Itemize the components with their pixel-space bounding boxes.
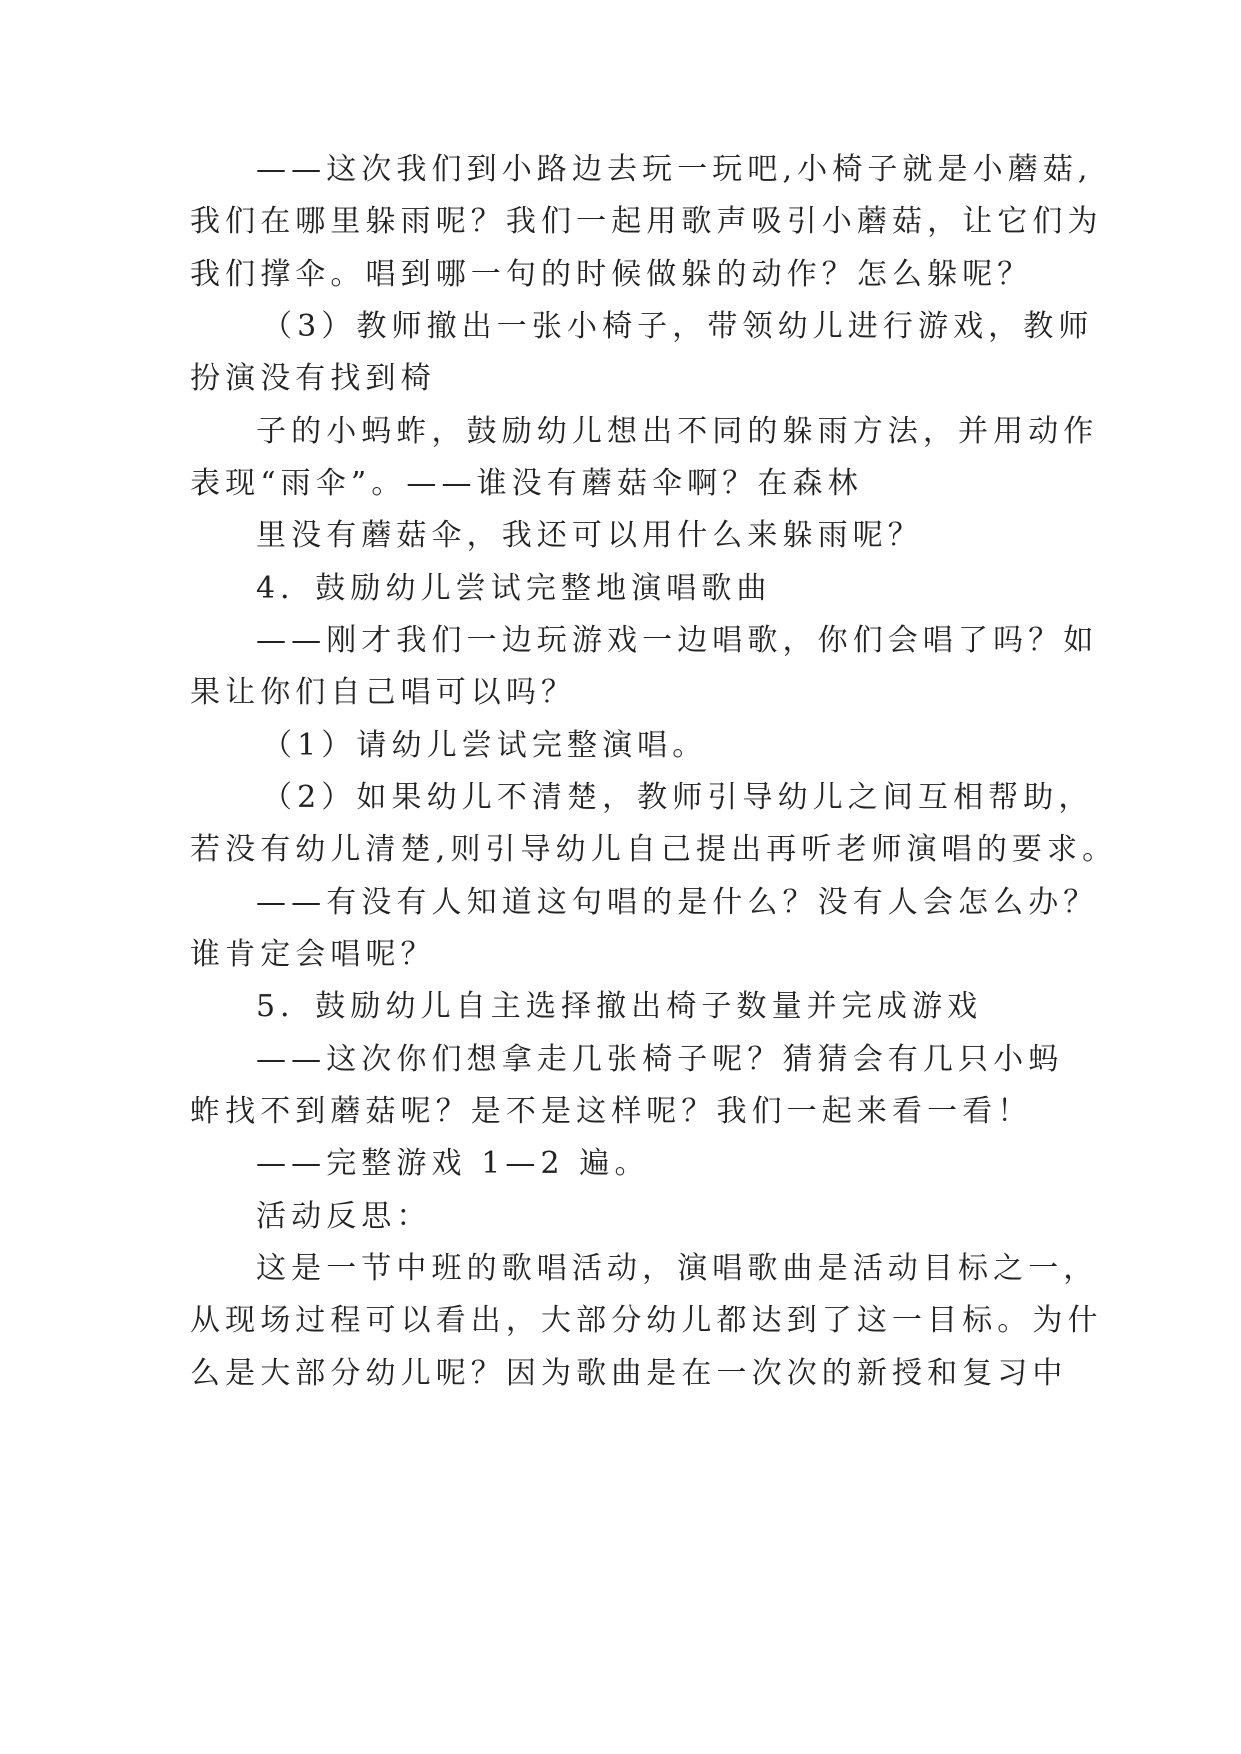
text-line-11: 果让你们自己唱可以吗？ <box>190 675 577 710</box>
text-line-24: 么是大部分幼儿呢？因为歌曲是在一次次的新授和复习中 <box>190 1356 1068 1391</box>
text-line-16: 谁肯定会唱呢？ <box>190 937 436 972</box>
text-line-4: （3）教师撤出一张小椅子，带领幼儿进行游戏，教师 <box>262 309 1094 344</box>
text-line-6: 子的小蚂蚱，鼓励幼儿想出不同的躲雨方法，并用动作 <box>256 414 1099 449</box>
text-line-14: 若没有幼儿清楚,则引导幼儿自己提出再听老师演唱的要求。 <box>190 832 1118 867</box>
text-line-8: 里没有蘑菇伞，我还可以用什么来躲雨呢？ <box>256 518 923 553</box>
reflection-heading: 活动反思： <box>256 1199 432 1234</box>
section-heading-4: 4．鼓励幼儿尝试完整地演唱歌曲 <box>256 571 772 606</box>
text-line-1: ——这次我们到小路边去玩一玩吧,小椅子就是小蘑菇, <box>256 152 1093 187</box>
text-line-18: ——这次你们想拿走几张椅子呢？猜猜会有几只小蚂 <box>256 1042 1064 1077</box>
text-line-7: 表现“雨伞”。——谁没有蘑菇伞啊？在森林 <box>190 466 863 501</box>
text-line-13: （2）如果幼儿不清楚，教师引导幼儿之间互相帮助， <box>262 780 1094 815</box>
text-line-19: 蚱找不到蘑菇呢？是不是这样呢？我们一起来看一看！ <box>190 1094 1033 1129</box>
text-line-12: （1）请幼儿尝试完整演唱。 <box>262 728 708 763</box>
text-line-20: ——完整游戏 1—2 遍。 <box>256 1146 650 1181</box>
text-line-15: ——有没有人知道这句唱的是什么？没有人会怎么办？ <box>256 885 1099 920</box>
text-line-10: ——刚才我们一边玩游戏一边唱歌，你们会唱了吗？如 <box>256 623 1099 658</box>
text-line-5: 扮演没有找到椅 <box>190 361 436 396</box>
text-line-23: 从现场过程可以看出，大部分幼儿都达到了这一目标。为什 <box>190 1303 1103 1338</box>
text-line-3: 我们撑伞。唱到哪一句的时候做躲的动作？怎么躲呢？ <box>190 257 1033 292</box>
text-line-22: 这是一节中班的歌唱活动，演唱歌曲是活动目标之一， <box>256 1251 1099 1286</box>
text-line-2: 我们在哪里躲雨呢？我们一起用歌声吸引小蘑菇，让它们为 <box>190 204 1103 239</box>
section-heading-5: 5．鼓励幼儿自主选择撤出椅子数量并完成游戏 <box>256 989 983 1024</box>
